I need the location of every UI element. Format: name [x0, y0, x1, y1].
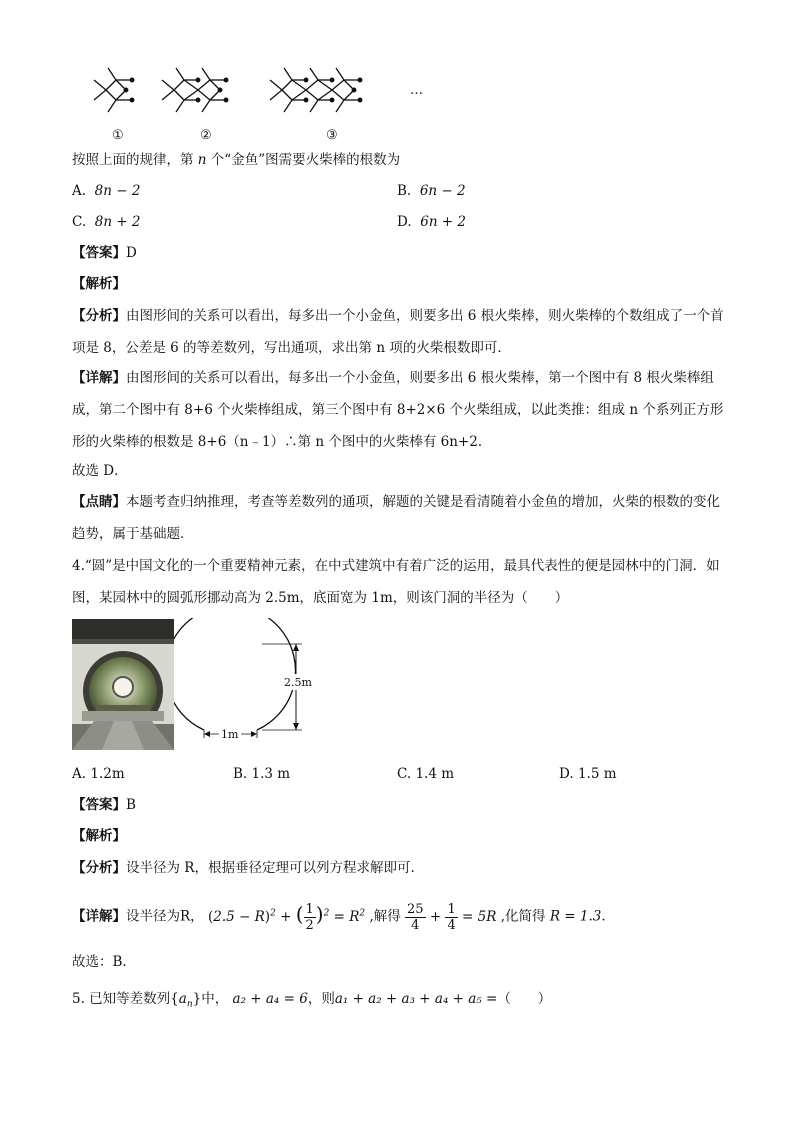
goldfish-matchstick-figure [88, 60, 448, 142]
figure-label-2: ② [200, 128, 212, 142]
q3-dianjing: 【点睛】本题考查归纳推理，考查等差数列的通项，解题的关键是看清随着小金鱼的增加，火柴的根数的变化趋势，属于基础题． [72, 494, 720, 542]
arch-arc [174, 618, 296, 730]
q4-option-a: A. 1.2m [72, 766, 125, 782]
width-label: 1m [221, 728, 239, 741]
q4-xiangjie: 【详解】设半径为R， $(2.5 - R)^2$ + ( $\frac{1}{2}$ )$^2 = R^2$ ,解得 $\frac{25}{4}$ + $\frac{1}{4}$ = 5R ,化简得 R = 1.3. [72, 901, 606, 933]
q5-stem: 5. 已知等差数列$\{a_n\}$中， a₂ + a₄ = 6，则a₁ + a₂ + a₃ + a₄ + a₅ =（ ） [72, 991, 552, 1010]
circle-arch-diagram [174, 618, 324, 746]
fish-figure-1 [94, 68, 134, 112]
q3-fenxi: 【分析】由图形间的关系可以看出，每多出一个小金鱼，则要多出 6 根火柴棒，则火柴棒的个数组成了一个首项是 8，公差是 6 的等差数列，写出通项，求出第 n 项的火柴根数即可． [72, 308, 724, 356]
moon-gate-photo [72, 619, 174, 750]
fish-figure-2 [162, 68, 228, 112]
figure-label-3: ③ [326, 128, 338, 142]
q3-option-b: B. 6n − 2 [397, 183, 466, 199]
q3-option-c: C. 8n + 2 [72, 214, 141, 230]
q3-option-a: A. 8n − 2 [72, 183, 141, 199]
q3-analysis-tag: 【解析】 [72, 276, 126, 292]
radius-equation: $(2.5 - R)^2$ + ( $\frac{1}{2}$ )$^2 = R^2$ [207, 901, 366, 933]
fish-figure-3 [270, 68, 362, 112]
q3-answer: 【答案】D [72, 245, 137, 261]
q3-xiangjie: 【详解】由图形间的关系可以看出，每多出一个小金鱼，则要多出 6 根火柴棒，第一个图中有 8 根火柴棒组成，第二个图中有 8+6 个火柴棒组成，第三个图中有 8+2×6 个火柴组成，以此类推：组成 n 个系列正方形形的火柴棒的根数是 8+6（n﹣1）∴第 n 个图中的火柴棒有 6n+2． [72, 370, 724, 450]
q4-answer: 【答案】B [72, 797, 136, 813]
height-label: 2.5m [284, 676, 312, 689]
ellipsis: … [410, 83, 423, 98]
q3-stem: 按照上面的规律，第 n 个“金鱼”图需要火柴棒的根数为 [72, 152, 401, 168]
q4-analysis-tag: 【解析】 [72, 828, 126, 844]
q4-stem: 4.“圆”是中国文化的一个重要精神元素，在中式建筑中有着广泛的运用，最具代表性的便是园林中的门洞．如图，某园林中的圆弧形挪动高为 2.5m，底面宽为 1m，则该门洞的半径为（ ） [72, 558, 720, 606]
q3-choice: 故选 D． [72, 463, 128, 479]
q4-option-d: D. 1.5 m [559, 766, 617, 782]
q4-choice: 故选：B. [72, 954, 127, 970]
figure-label-1: ① [112, 128, 124, 142]
q4-option-b: B. 1.3 m [233, 766, 291, 782]
q4-fenxi: 【分析】设半径为 R，根据垂径定理可以列方程求解即可. [72, 860, 415, 876]
q3-option-d: D. 6n + 2 [397, 214, 467, 230]
solved-equation: $\frac{25}{4}$ + $\frac{1}{4}$ = 5R [407, 901, 501, 933]
sequence-notation: $\{a_n\}$ [170, 991, 202, 1010]
q4-option-c: C. 1.4 m [397, 766, 454, 782]
